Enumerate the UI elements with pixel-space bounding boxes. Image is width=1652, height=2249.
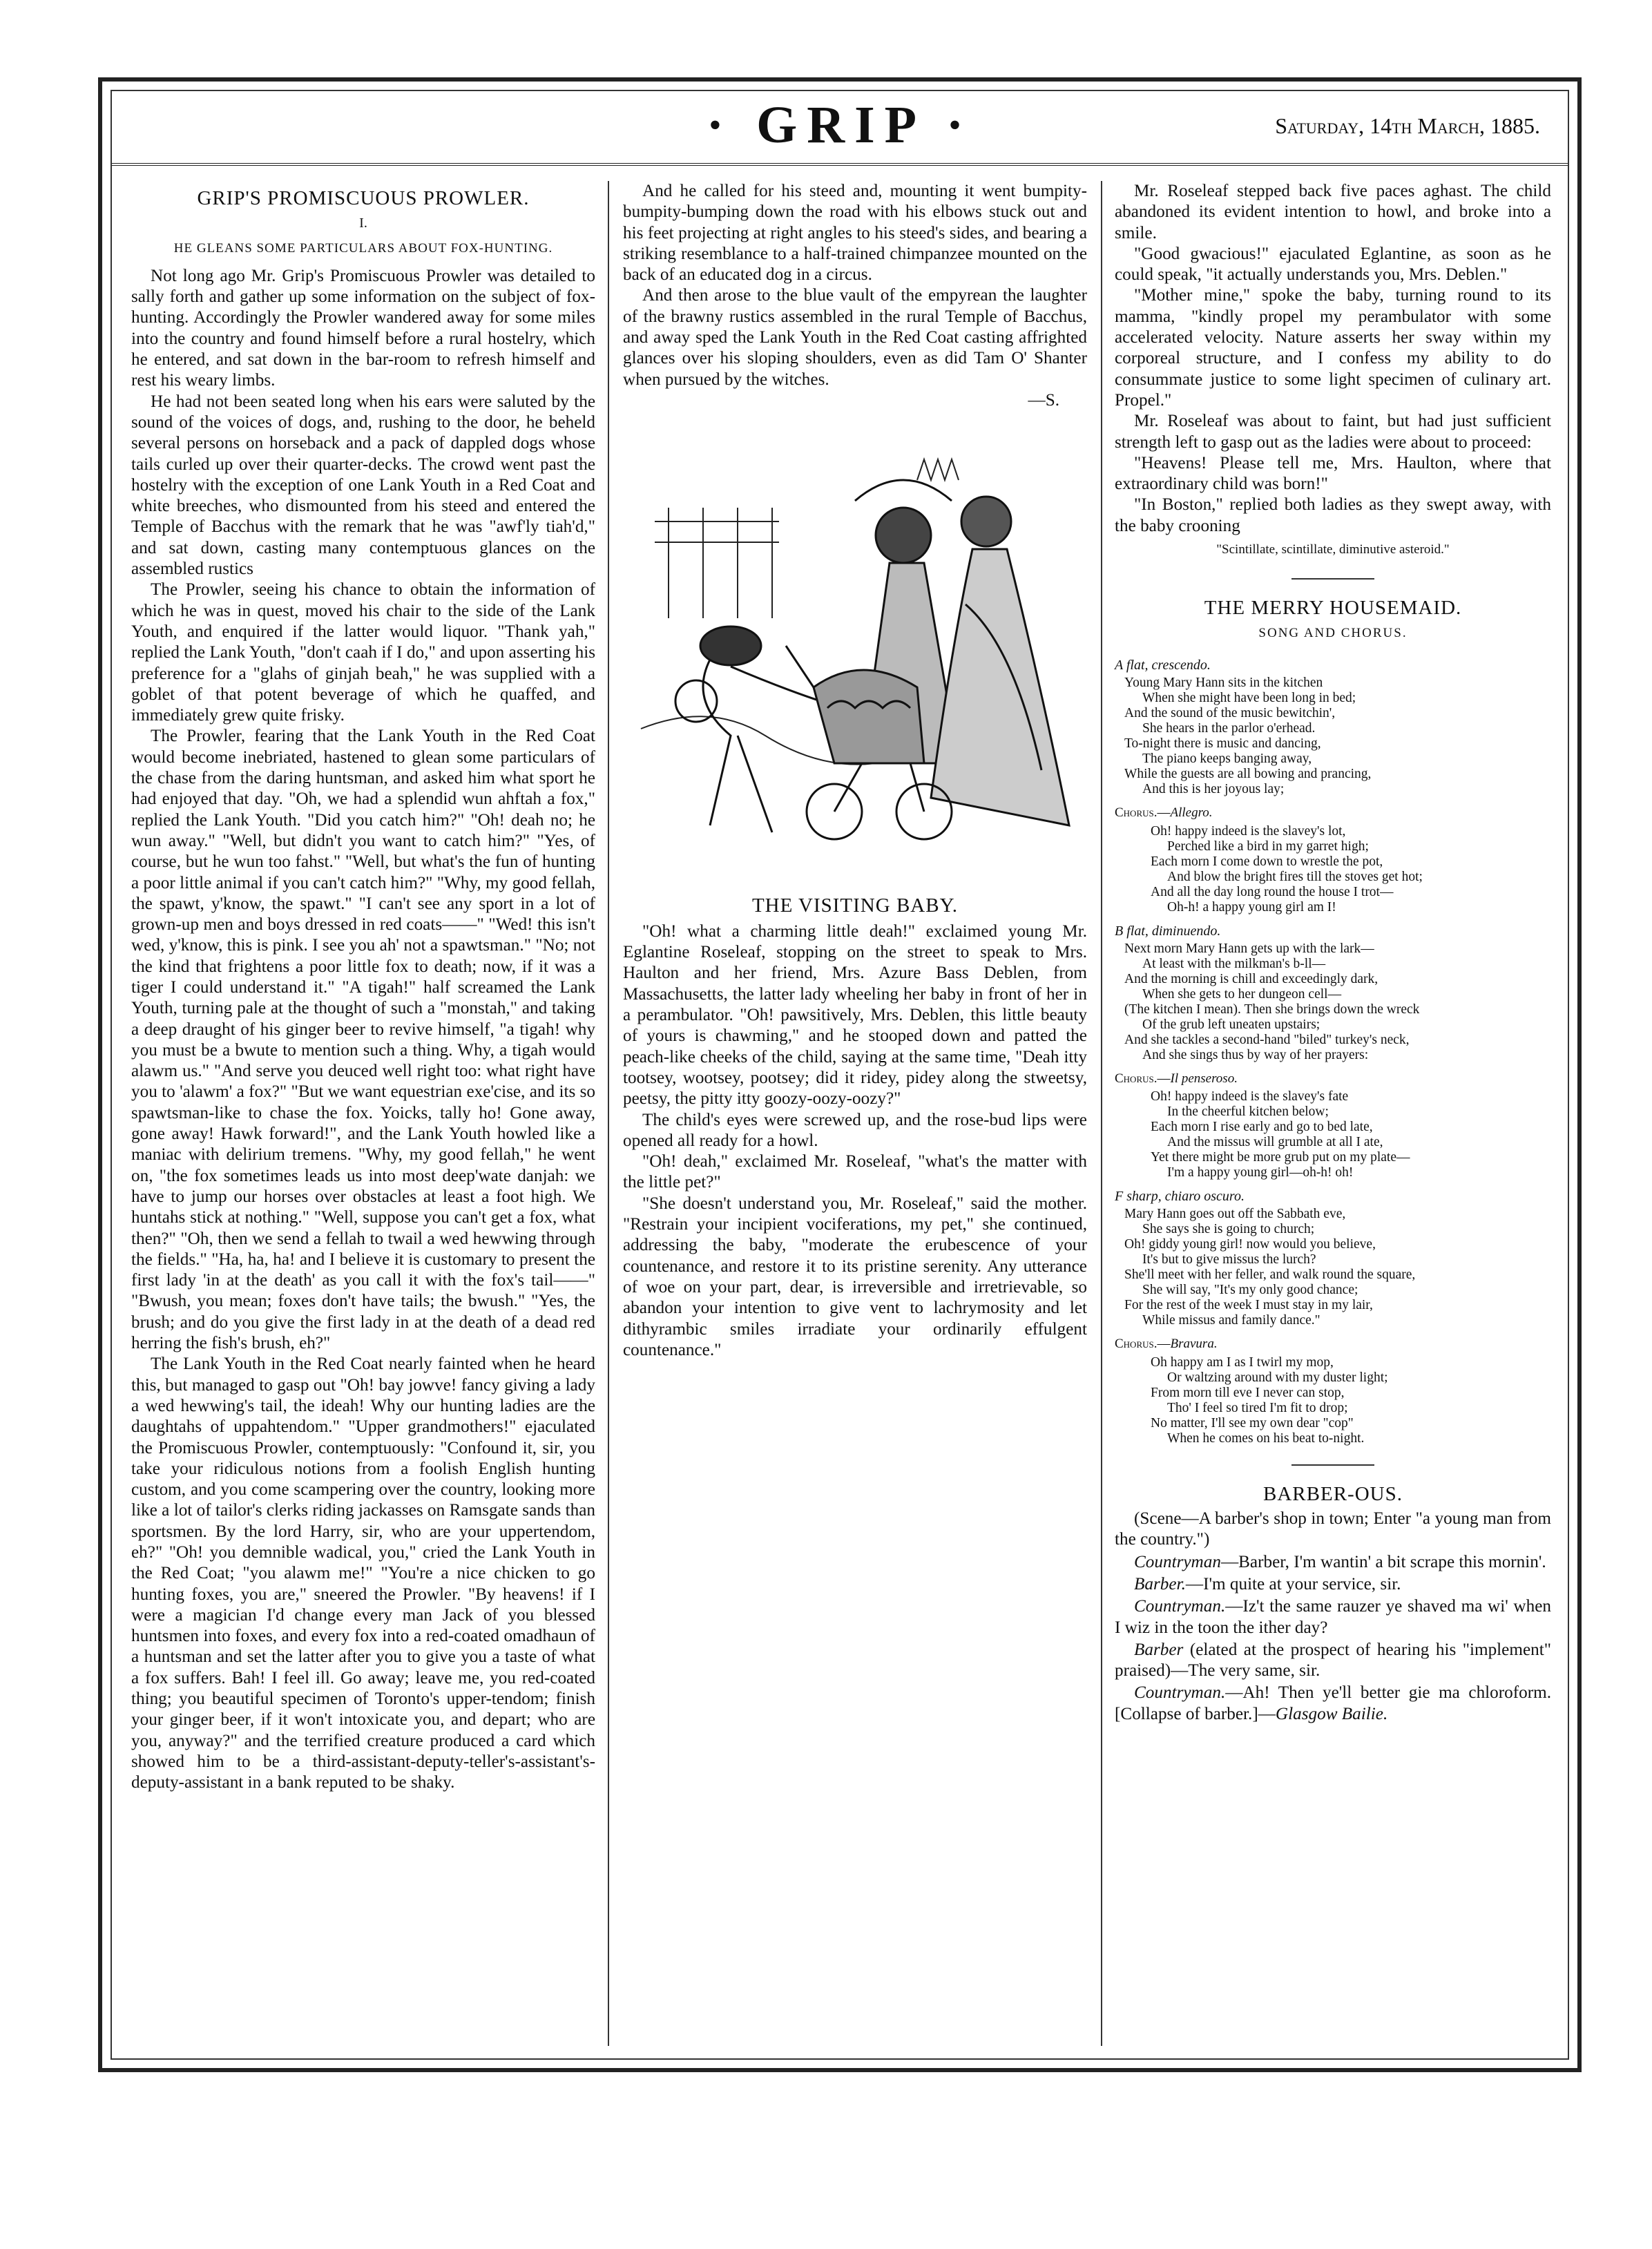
crooning-line: "Scintillate, scintillate, diminutive asteroid." xyxy=(1216,542,1450,557)
song-title: THE MERRY HOUSEMAID. xyxy=(1204,597,1462,620)
chorus-line: And all the day long round the house I trot— xyxy=(1151,884,1394,899)
dialogue-line xyxy=(1115,1596,1551,1638)
column-rule xyxy=(1101,181,1102,2046)
chorus-line: Each morn I rise early and go to bed late, xyxy=(1151,1120,1373,1135)
paragraph: And then arose to the blue vault of the empyrean the laughter of the brawny rustics assembled in the rural Temple of Bacchus, and away sped the Lank Youth in the Red Coat casting affrighted glances over his sloping shoulders, even as did Tam O' Shanter when pursued by the witches. xyxy=(623,286,1087,389)
paragraph: "Heavens! Please tell me, Mrs. Haulton, where that extraordinary child was born!" xyxy=(1115,453,1551,494)
chorus-label-text: Chorus.— xyxy=(1115,805,1171,821)
verse-key: F sharp, chiaro oscuro. xyxy=(1115,1189,1245,1205)
column-rule xyxy=(608,181,609,2046)
masthead-date: Saturday, 14th March, 1885. xyxy=(1275,113,1540,138)
verse-line: She hears in the parlor o'erhead. xyxy=(1142,721,1316,736)
paragraph: The Prowler, seeing his chance to obtain the information of which he was in quest, moved his chair to the side of the Lank Youth, and enquired if the latter would liquor. "Thank yah," replied the Lank Youth, "don't caah if I do," and upon asserting his preference for a "glahs of ginjah beah," he was supplied with a goblet of that potent beverage of which he quaffed, and immediately grew quite frisky. xyxy=(131,580,595,725)
paragraph: Not long ago Mr. Grip's Promiscuous Prowler was detailed to sally forth and gather up some information on the subject of fox-hunting. Accordingly the Prowler wandered away for some miles into the country and found himself before a rural hostelry, which he entered, and sat down in the bar-room to refresh himself and rest his weary limbs. xyxy=(131,266,595,390)
verse-line: Of the grub left uneaten upstairs; xyxy=(1142,1017,1320,1032)
chorus-line: Yet there might be more grub put on my plate— xyxy=(1151,1150,1410,1165)
chorus-label xyxy=(1115,1069,1551,1089)
dialogue-text: —Ah! Then ye'll better gie ma chloroform. [Collapse of barber.]— xyxy=(1115,1683,1551,1723)
verse-line: She will say, "It's my only good chance; xyxy=(1142,1283,1358,1298)
dialogue-line xyxy=(1115,1640,1551,1682)
speaker-name: Barber xyxy=(1134,1640,1184,1659)
paragraph: He had not been seated long when his ears were saluted by the sound of the voices of dogs, and, rushing to the door, he beheld several persons on horseback and a pack of dappled dogs whose tails curled up over their quarter-decks. The crowd went past the hostelry with the exception of one Lank Youth in a Red Coat and white breeches, who dismounted from his steed and entered the Temple of Bacchus with the remark that he was "awf'ly tiah'd," and sat down, casting many contemptuous glances on the assembled rustics xyxy=(131,392,595,579)
article-title: GRIP'S PROMISCUOUS PROWLER. xyxy=(197,187,530,209)
paragraph: "Oh! what a charming little deah!" exclaimed young Mr. Eglantine Roseleaf, stopping on the street to speak to Mrs. Haulton and her friend, Mrs. Azure Bass Deblen, from Massachusetts, the latter lady wheeling her baby in front of her in a perambulator. "Oh! pawsitively, Mrs. Deblen, this little beauty of yours is chawming," and he stooped down and patted the peach-like cheeks of the child, saying at the same time, "Deah itty tootsey, wootsey, pootsey; did it ridey, pidey along the stweetsy, peetsy, the pitty itty goozy-oozy-oozy?" xyxy=(623,921,1087,1109)
dialogue-text: (Scene—A barber's shop in town; Enter "a young man from the country.") xyxy=(1115,1509,1551,1549)
verse-line: And the morning is chill and exceedingly dark, xyxy=(1124,971,1379,986)
chorus-label-text: Chorus.— xyxy=(1115,1337,1171,1352)
chorus-line: From morn till eve I never can stop, xyxy=(1151,1385,1345,1400)
paragraph: The Lank Youth in the Red Coat nearly fainted when he heard this, but managed to gasp out "Oh! bay jowve! fancy giving a lady a wed hewwing's tail, the ideah! Why our hunting ladies are the daughtahs of uppahtendom." "Upper grandmothers!" ejaculated the Promiscuous Prowler, contemptuously: "Confound it, sir, you take your ridiculous notions from a foolish English hunting custom, and you come scampering over the country, looking more like a lot of tailor's clerks riding jackasses on Ramsgate sands than sportsmen. By the lord Harry, sir, who are your uppertendom, eh?" "Oh! you demnible wadical, you," cried the Lank Youth in the Red Coat; "you alawm me!" "You're a nice chicken to go hunting foxes, you are," sneered the Prowler. "By heavens! if I were a magician I'd change every man Jack of you blessed huntsmen into foxes, and every fox into a red-coated omadhaun of a huntsman and set the latter after you to give you a taste of what a fox suffers. Bah! I feel ill. Go away; leave me, you red-coated thing; you beautiful specimen of Toronto's upper-tendom; finish your ginger beer, if it won't intoxicate you, and depart; who are you, anyway?" and the terrified creature produced a card which showed him to be a third-assistant-deputy-teller's-assistant's-deputy-assistant in a bank reputed to be shaky. xyxy=(131,1355,595,1792)
verse-line: She'll meet with her feller, and walk round the square, xyxy=(1124,1267,1416,1283)
paragraph: The Prowler, fearing that the Lank Youth in the Red Coat would become inebriated, hastened to glean some particulars of the chase from the daring huntsman, and asked him what sport he had enjoyed that day. "Oh, we had a splendid wun ahftah a fox," replied the Lank Youth. "Did you catch him?" "Oh! deah no; he wun away." "Well, but didn't you want to catch him?" "Yes, of course, but he wun too fahst." "Well, but what's the fun of hunting a poor little animal if you can't catch him?" "Why, my good fellah, the spawt, y'know, the spawt." "I can't see any sport in a lot of grown-up men and boys dressed in red coats——" "Wed! this isn't wed, y'know, this is pink. I see you ah' not a spawtsman." "No; not the kind that frightens a poor little fox to death; now, if it was a tiger I could understand it." "A tigah!" half screamed the Lank Youth, turning pale at the thought of such a "monstah," and taking a deep draught of his ginger beer to revive himself, "a tigah! why you must be a bwute to mention such a thing. Why, a tigah would alawm us." "And serve you deuced well right too: what right have you to 'alawm' a fox?" "But we want equestrian exe'cise, and its so spawtsman-like to chase the fox. Yoicks, tally ho! Gone away, gone away! Hawk forward!", and the Lank Youth howled like a maniac with delirium tremens. "Why, my good fellah," he went on, "the fox sometimes leads us into most deep'wate danjah: we have to jump our horses over obstacles at least a foot high. We huntahs stick at nothing." "Well, suppose you can't get a fox, what then?" "Oh, then we send a fellah to twail a wed hewwing through the fields." "Ha, ha, ha! and I believe it is customary to present the first lady 'in at the death' as you call it with the fox's tail——" "Bwush, you mean; foxes don't have tails; the bwush." "Yes, the brush; and do you give the first lady in at the death of a dead red herring the fish's brush, eh?" xyxy=(131,727,595,1353)
chorus-line: Each morn I come down to wrestle the pot, xyxy=(1151,854,1383,869)
chorus-line: No matter, I'll see my own dear "cop" xyxy=(1151,1415,1354,1430)
dialogue-line xyxy=(1115,1574,1551,1595)
dialogue-text: —I'm quite at your service, sir. xyxy=(1185,1574,1401,1594)
verse-key: A flat, crescendo. xyxy=(1115,657,1211,673)
speaker-name: Barber. xyxy=(1134,1574,1186,1594)
article-number: I. xyxy=(359,216,367,231)
dialogue-line xyxy=(1115,1552,1551,1573)
chorus-label xyxy=(1115,1334,1551,1355)
chorus-line: Oh happy am I as I twirl my mop, xyxy=(1151,1355,1334,1370)
verse-line: When she gets to her dungeon cell— xyxy=(1142,986,1342,1002)
chorus-line: Or waltzing around with my duster light; xyxy=(1167,1370,1388,1385)
barber-title: BARBER-OUS. xyxy=(1263,1482,1403,1505)
chorus-mood: Il penseroso. xyxy=(1170,1071,1238,1086)
verse-line: She says she is going to church; xyxy=(1142,1222,1315,1237)
verse-line: And this is her joyous lay; xyxy=(1142,782,1285,797)
dialogue-text: (elated at the prospect of hearing his "implement" praised)—The very same, sir. xyxy=(1115,1640,1551,1681)
chorus-line: When he comes on his beat to-night. xyxy=(1167,1430,1365,1446)
chorus-line: I'm a happy young girl—oh-h! oh! xyxy=(1167,1165,1354,1180)
paragraph: Mr. Roseleaf stepped back five paces aghast. The child abandoned its evident intention to howl, and broke into a smile. xyxy=(1115,182,1551,242)
source-credit: Glasgow Bailie. xyxy=(1275,1704,1388,1723)
verse-line: Next morn Mary Hann gets up with the lark— xyxy=(1124,941,1374,956)
chorus-line: Oh-h! a happy young girl am I! xyxy=(1167,899,1336,915)
verse-line: Young Mary Hann sits in the kitchen xyxy=(1124,676,1323,691)
verse-line: For the rest of the week I must stay in my lair, xyxy=(1124,1298,1373,1313)
masthead-title: · GRIP · xyxy=(706,96,974,154)
dialogue-line xyxy=(1115,1509,1551,1551)
speaker-name: Countryman. xyxy=(1134,1597,1226,1616)
verse-line: While missus and family dance." xyxy=(1142,1313,1320,1328)
chorus-line: Tho' I feel so tired I'm fit to drop; xyxy=(1167,1400,1348,1415)
verse-line: The piano keeps banging away, xyxy=(1142,752,1312,767)
paragraph: "She doesn't understand you, Mr. Roseleaf," said the mother. "Restrain your incipient vociferations, my pet," she continued, addressing the baby, "moderate the erubescence of your countenance, and restore it to its pristine serenity. Any utterance of woe on your part, dear, is irreversible and irretrievable, so abandon your intention to give vent to lachrymosity and let dithyrambic smiles irradiate your ordinarily effulgent countenance." xyxy=(623,1194,1087,1359)
dialogue-line xyxy=(1115,1683,1551,1725)
chorus-line: Perched like a bird in my garret high; xyxy=(1167,839,1369,854)
paragraph: Mr. Roseleaf was about to faint, but had just sufficient strength left to gasp out as the ladies were about to proceed: xyxy=(1115,412,1551,452)
chorus-label-text: Chorus.— xyxy=(1115,1071,1171,1086)
chorus-label xyxy=(1115,803,1551,823)
visiting-baby-illustration xyxy=(623,439,1087,881)
verse-line: At least with the milkman's b-ll— xyxy=(1142,956,1326,971)
verse-line: When she might have been long in bed; xyxy=(1142,691,1356,706)
verse-line: While the guests are all bowing and prancing, xyxy=(1124,767,1372,782)
article-signature: —S. xyxy=(1028,390,1059,410)
verse-line: And the sound of the music bewitchin', xyxy=(1124,706,1336,721)
verse-line: And she tackles a second-hand "biled" turkey's neck, xyxy=(1124,1032,1410,1047)
column-2 xyxy=(613,181,1097,2046)
chorus-line: In the cheerful kitchen below; xyxy=(1167,1104,1329,1120)
chorus-line: And the missus will grumble at all I ate, xyxy=(1167,1135,1383,1150)
chorus-line: And blow the bright fires till the stoves get hot; xyxy=(1167,869,1423,884)
verse-line: (The kitchen I mean). Then she brings down the wreck xyxy=(1124,1002,1420,1017)
song-verses xyxy=(1115,655,1551,1446)
verse-line: Oh! giddy young girl! now would you believe, xyxy=(1124,1237,1376,1252)
article-subtitle: HE GLEANS SOME PARTICULARS ABOUT FOX-HUNTING. xyxy=(173,240,553,256)
verse-line: It's but to give missus the lurch? xyxy=(1142,1252,1316,1267)
verse-key: B flat, diminuendo. xyxy=(1115,923,1221,939)
speaker-name: Countryman. xyxy=(1134,1683,1226,1703)
chorus-mood: Bravura. xyxy=(1170,1337,1218,1352)
column-3 xyxy=(1105,181,1561,2046)
dialogue-text: —Barber, I'm wantin' a bit scrape this mornin'. xyxy=(1220,1552,1546,1571)
column-1 xyxy=(122,181,605,2046)
paragraph: "Mother mine," spoke the baby, turning round to its mamma, "kindly propel my perambulator with some accelerated velocity. Nature asserts her sway within my corporeal structure, and I confess my ability to do consummate justice to some light specimen of culinary art. Propel." xyxy=(1115,286,1551,410)
illustration-caption: THE VISITING BABY. xyxy=(751,894,959,917)
paragraph: "In Boston," replied both ladies as they swept away, with the baby crooning xyxy=(1115,495,1551,535)
verse-line: And she sings thus by way of her prayers: xyxy=(1142,1047,1369,1062)
masthead xyxy=(112,91,1568,166)
dialogue-text: —Iz't the same rauzer ye shaved ma wi' when I wiz in the toon the ither day? xyxy=(1115,1597,1551,1637)
chorus-mood: Allegro. xyxy=(1170,805,1213,821)
chorus-line: Oh! happy indeed is the slavey's fate xyxy=(1151,1089,1349,1104)
paragraph: "Oh! deah," exclaimed Mr. Roseleaf, "what's the matter with the little pet?" xyxy=(623,1152,1087,1192)
paragraph: And he called for his steed and, mounting it went bumpity-bumpity-bumping down the road with his elbows stuck out and his feet projecting at right angles to his steed's sides, and bearing a striking resemblance to a half-trained chimpanzee mounted on the back of an educated dog in a circus. xyxy=(623,182,1087,285)
paragraph: The child's eyes were screwed up, and the rose-bud lips were opened all ready for a howl. xyxy=(623,1110,1087,1150)
barber-dialogue xyxy=(1115,1509,1551,1725)
verse-line: To-night there is music and dancing, xyxy=(1124,736,1321,752)
section-rule xyxy=(1291,1464,1374,1466)
paragraph: "Good gwacious!" ejaculated Eglantine, as soon as he could speak, "it actually understands you, Mrs. Deblen." xyxy=(1115,244,1551,285)
verse-line: Mary Hann goes out off the Sabbath eve, xyxy=(1124,1207,1346,1222)
section-rule xyxy=(1291,578,1374,580)
song-subtitle: SONG AND CHORUS. xyxy=(1258,625,1408,640)
speaker-name: Countryman xyxy=(1134,1552,1221,1571)
chorus-line: Oh! happy indeed is the slavey's lot, xyxy=(1151,823,1346,839)
